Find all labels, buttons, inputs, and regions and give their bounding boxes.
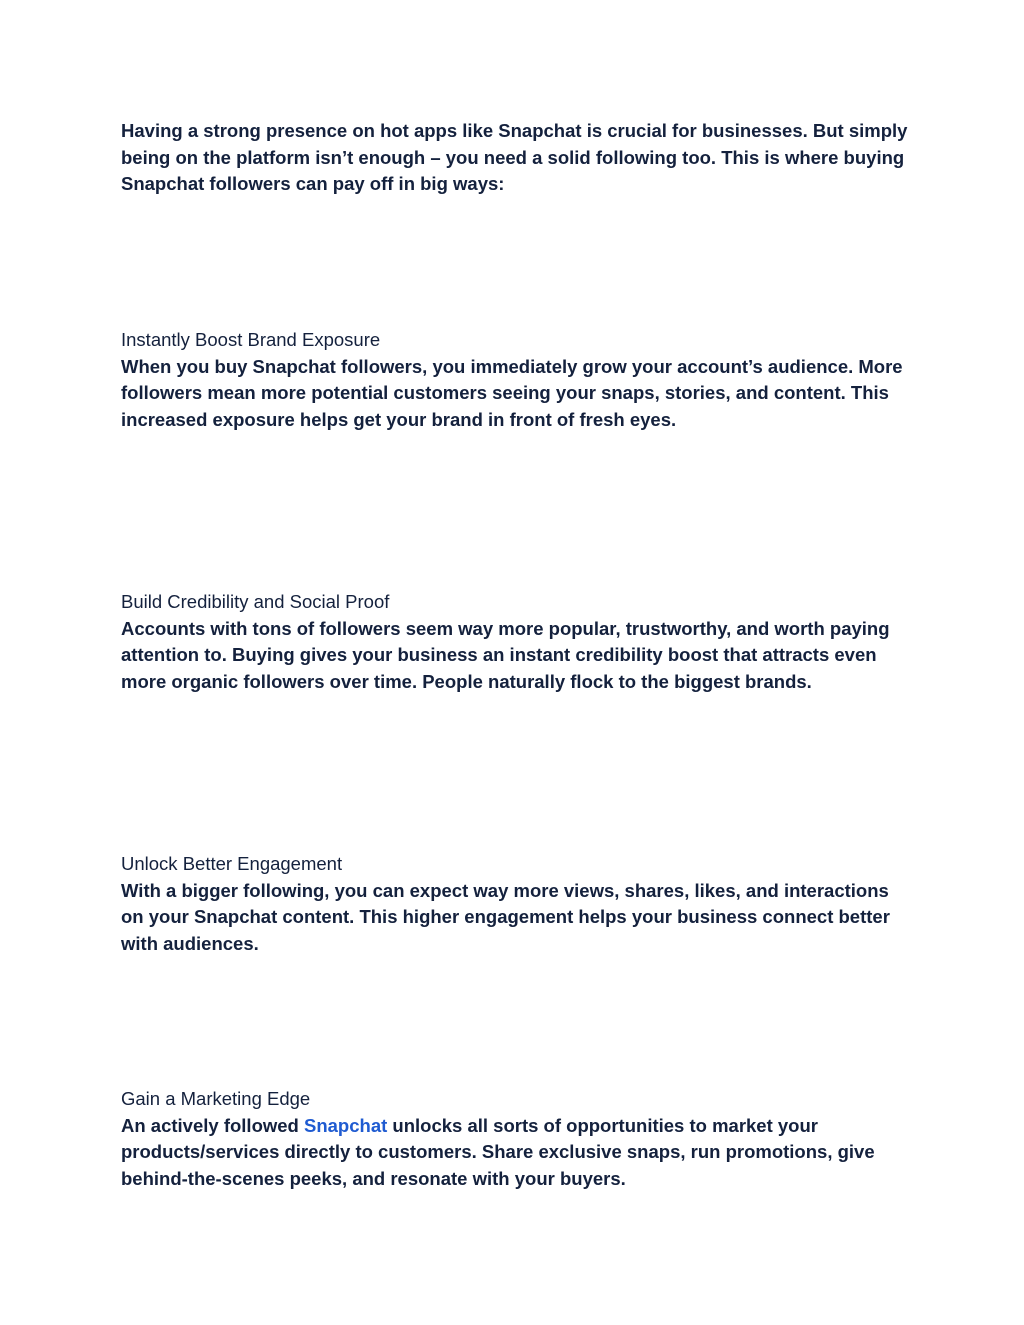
snapchat-link[interactable]: Snapchat	[304, 1114, 388, 1136]
section-engagement	[121, 851, 911, 957]
section-heading: Build Credibility and Social Proof	[121, 591, 390, 612]
section-body: Accounts with tons of followers seem way more popular, trustworthy, and worth paying attention to. Buying gives your business an instant credibility boost that attracts even more organic followers over time. People naturally flock to the biggest brands.	[121, 617, 890, 692]
section-marketing-edge	[121, 1086, 911, 1192]
section-heading: Unlock Better Engagement	[121, 853, 343, 874]
intro-section	[121, 118, 911, 198]
section-heading: Instantly Boost Brand Exposure	[121, 329, 381, 350]
section-heading: Gain a Marketing Edge	[121, 1088, 311, 1109]
section-body: When you buy Snapchat followers, you immediately grow your account’s audience. More followers mean more potential customers seeing your snaps, stories, and content. This increased exposure helps get your brand in front of fresh eyes.	[121, 355, 903, 430]
section-brand-exposure	[121, 327, 911, 433]
section-credibility	[121, 589, 911, 695]
body-text-after-link: unlocks all sorts of opportunities to market your products/services directly to customers. Share exclusive snaps, run promotions, give behind-the-scenes peeks, and resonate with your buyers.	[121, 1114, 875, 1189]
body-text-before-link: An actively followed	[121, 1114, 304, 1136]
section-body	[121, 1113, 911, 1193]
intro-paragraph: Having a strong presence on hot apps like Snapchat is crucial for businesses. But simply being on the platform isn’t enough – you need a solid following too. This is where buying Snapchat followers can pay off in big ways:	[121, 120, 908, 194]
section-body: With a bigger following, you can expect way more views, shares, likes, and interactions on your Snapchat content. This higher engagement helps your business connect better with audiences.	[121, 879, 890, 954]
